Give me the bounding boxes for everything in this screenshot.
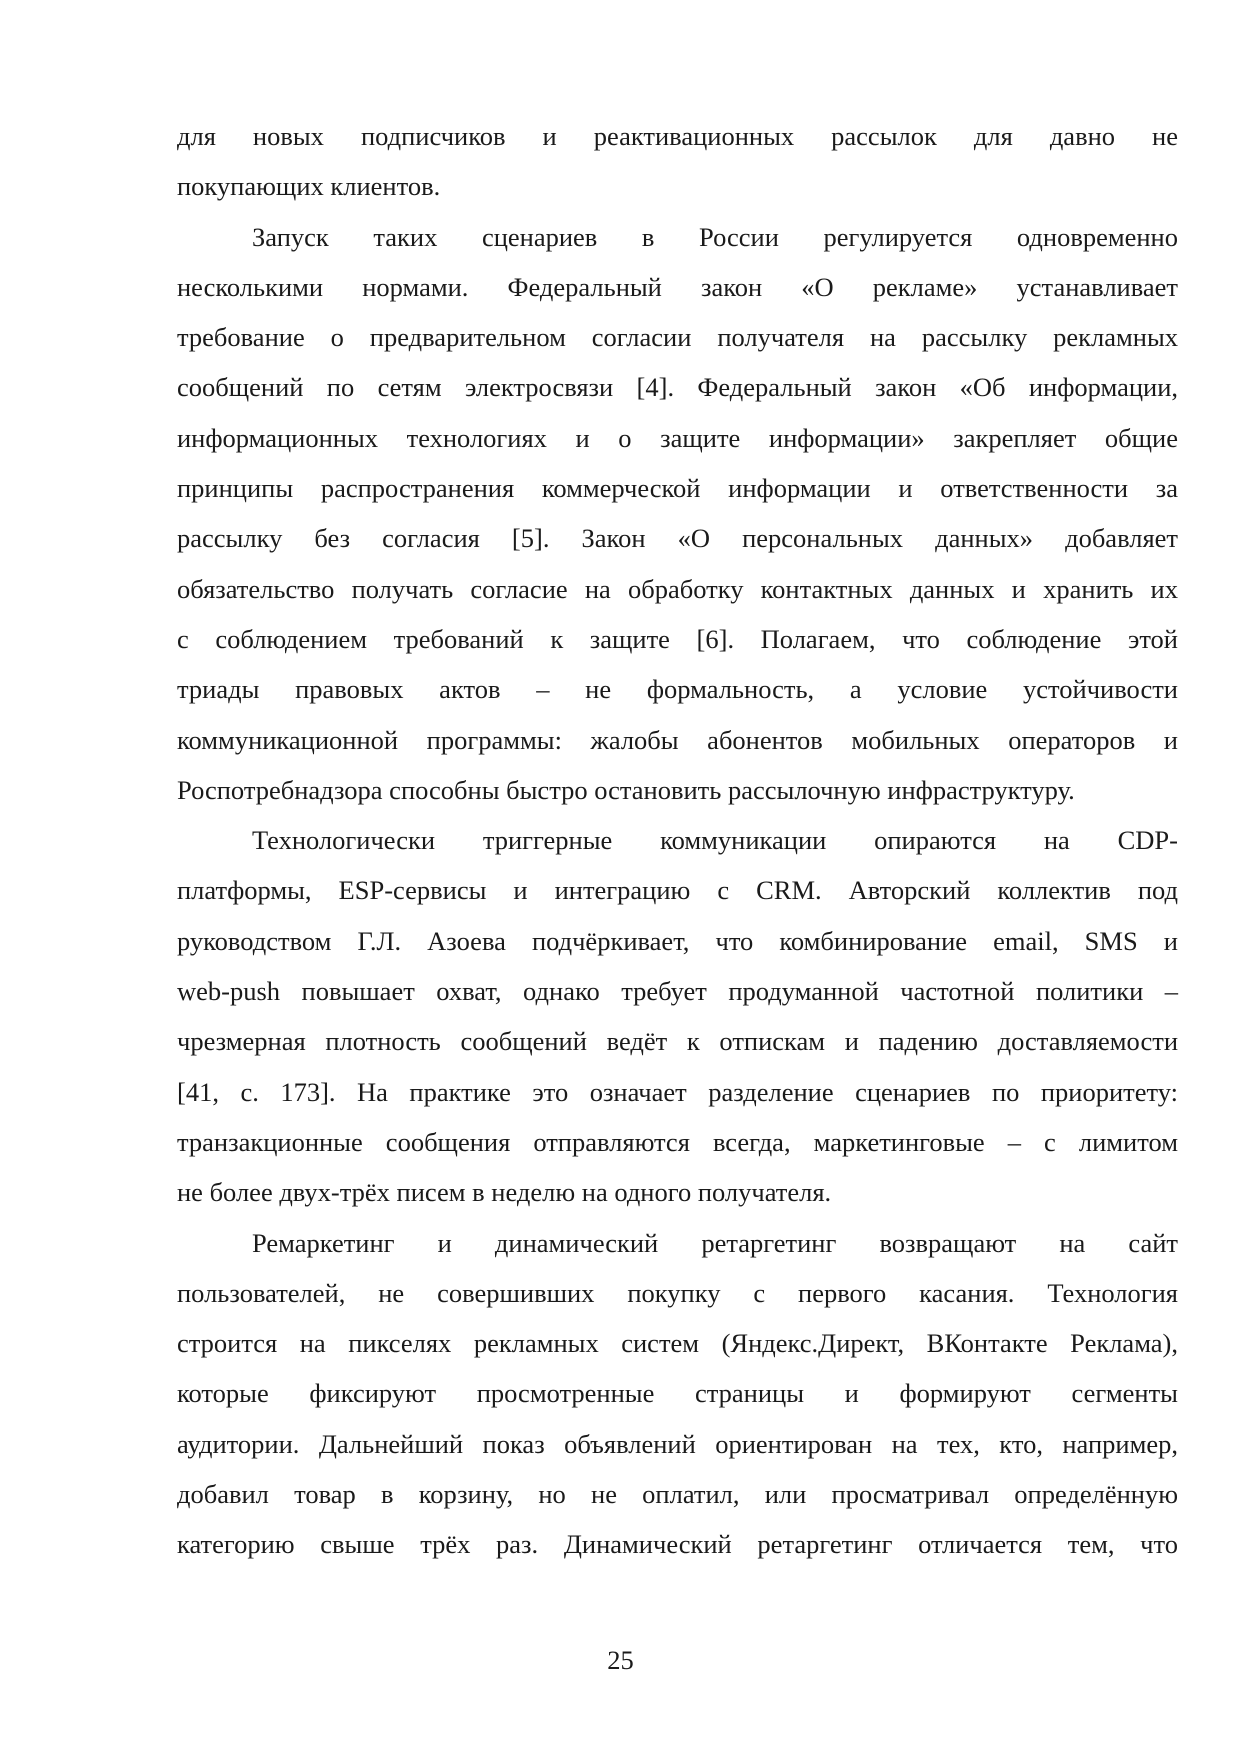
text-line: которые фиксируют просмотренные страницы и формируют сегменты <box>177 1378 1178 1409</box>
text-line: руководством Г.Л. Азоева подчёркивает, что комбинирование email, SMS и <box>177 925 1178 956</box>
text-line: требование о предварительном согласии получателя на рассылку рекламных <box>177 322 1178 353</box>
text-line: платформы, ESP-сервисы и интеграцию с CRM. Авторский коллектив под <box>177 875 1178 906</box>
text-line: не более двух-трёх писем в неделю на одного получателя. <box>177 1177 832 1208</box>
text-line: Ремаркетинг и динамический ретаргетинг возвращают на сайт <box>252 1227 1178 1258</box>
text-line: несколькими нормами. Федеральный закон «О рекламе» устанавливает <box>177 271 1178 302</box>
text-line: информационных технологиях и о защите информации» закрепляет общие <box>177 422 1178 453</box>
text-line: Технологически триггерные коммуникации опираются на CDP- <box>252 825 1178 856</box>
text-line: пользователей, не совершивших покупку с первого касания. Технология <box>177 1277 1178 1308</box>
text-line: для новых подписчиков и реактивационных рассылок для давно не <box>177 121 1178 151</box>
body-text <box>177 111 1178 1570</box>
text-line: обязательство получать согласие на обработку контактных данных и хранить их <box>177 573 1178 604</box>
text-line: покупающих клиентов. <box>177 171 441 202</box>
text-line: триады правовых актов – не формальность, а условие устойчивости <box>177 674 1178 705</box>
text-line: добавил товар в корзину, но не оплатил, или просматривал определённую <box>177 1479 1178 1510</box>
page-number: 25 <box>607 1645 634 1675</box>
text-line: Роспотребнадзора способны быстро остановить рассылочную инфраструктуру. <box>177 774 1075 805</box>
text-line: транзакционные сообщения отправляются всегда, маркетинговые – с лимитом <box>177 1126 1178 1157</box>
text-line: принципы распространения коммерческой информации и ответственности за <box>177 473 1178 504</box>
text-line: рассылку без согласия [5]. Закон «О персональных данных» добавляет <box>177 523 1178 554</box>
text-line: [41, с. 173]. На практике это означает разделение сценариев по приоритету: <box>177 1076 1178 1107</box>
text-line: с соблюдением требований к защите [6]. Полагаем, что соблюдение этой <box>177 623 1178 654</box>
text-line: коммуникационной программы: жалобы абонентов мобильных операторов и <box>177 724 1178 755</box>
text-line: сообщений по сетям электросвязи [4]. Федеральный закон «Об информации, <box>177 372 1178 403</box>
text-line: аудитории. Дальнейший показ объявлений ориентирован на тех, кто, например, <box>177 1428 1178 1459</box>
text-line: категорию свыше трёх раз. Динамический ретаргетинг отличается тем, что <box>177 1529 1178 1560</box>
text-line: чрезмерная плотность сообщений ведёт к отпискам и падению доставляемости <box>177 1026 1178 1057</box>
text-line: web-push повышает охват, однако требует продуманной частотной политики – <box>177 976 1178 1007</box>
text-line: строится на пикселях рекламных систем (Яндекс.Директ, ВКонтакте Реклама), <box>177 1328 1178 1359</box>
text-line: Запуск таких сценариев в России регулируется одновременно <box>252 221 1178 252</box>
